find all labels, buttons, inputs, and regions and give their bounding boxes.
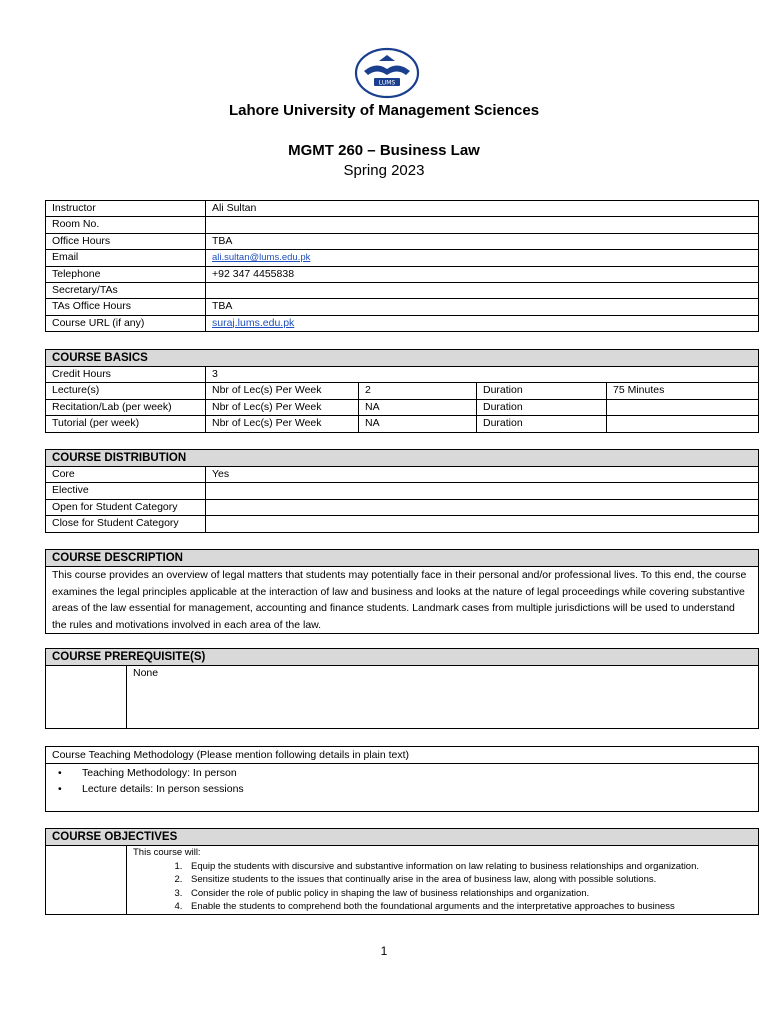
table-row bbox=[46, 467, 759, 483]
list-item: • Teaching Methodology: In person bbox=[82, 765, 752, 781]
prerequisites-value: None bbox=[127, 666, 759, 729]
nbr-label: Nbr of Lec(s) Per Week bbox=[206, 383, 359, 399]
info-row bbox=[46, 282, 759, 298]
info-row bbox=[46, 201, 759, 217]
info-value bbox=[206, 217, 759, 233]
info-label: Email bbox=[46, 250, 206, 266]
nbr-label: Nbr of Lec(s) Per Week bbox=[206, 399, 359, 415]
methodology-list bbox=[52, 765, 752, 797]
info-value: TBA bbox=[206, 233, 759, 249]
info-row bbox=[46, 315, 759, 331]
course-basics-heading: COURSE BASICS bbox=[46, 350, 759, 367]
lums-logo bbox=[354, 47, 420, 99]
basics-label: Tutorial (per week) bbox=[46, 416, 206, 432]
table-row bbox=[46, 483, 759, 499]
teaching-methodology-table bbox=[45, 746, 759, 812]
nbr-value: NA bbox=[359, 416, 477, 432]
nbr-value: NA bbox=[359, 399, 477, 415]
info-label: Telephone bbox=[46, 266, 206, 282]
duration-label: Duration bbox=[477, 416, 607, 432]
objectives-intro: This course will: bbox=[133, 847, 201, 858]
distribution-label: Core bbox=[46, 467, 206, 483]
course-prerequisites-heading: COURSE PREREQUISITE(S) bbox=[46, 649, 759, 666]
info-label: TAs Office Hours bbox=[46, 299, 206, 315]
table-row bbox=[46, 383, 759, 399]
info-label: Instructor bbox=[46, 201, 206, 217]
info-label: Office Hours bbox=[46, 233, 206, 249]
table-row bbox=[46, 416, 759, 432]
basics-label: Lecture(s) bbox=[46, 383, 206, 399]
distribution-value bbox=[206, 499, 759, 515]
list-item: • Lecture details: In person sessions bbox=[82, 781, 752, 797]
instructor-info-table bbox=[45, 200, 759, 332]
distribution-label: Close for Student Category bbox=[46, 516, 206, 532]
distribution-value: Yes bbox=[206, 467, 759, 483]
teaching-methodology-heading: Course Teaching Methodology (Please mention following details in plain text) bbox=[46, 747, 759, 764]
nbr-label: Nbr of Lec(s) Per Week bbox=[206, 416, 359, 432]
course-description-heading: COURSE DESCRIPTION bbox=[46, 550, 759, 567]
nbr-value: 2 bbox=[359, 383, 477, 399]
info-value: +92 347 4455838 bbox=[206, 266, 759, 282]
course-title: MGMT 260 – Business Law bbox=[288, 142, 480, 159]
course-objectives-table bbox=[45, 828, 759, 915]
distribution-value bbox=[206, 483, 759, 499]
table-row bbox=[46, 516, 759, 532]
page-number: 1 bbox=[380, 944, 388, 958]
info-row bbox=[46, 217, 759, 233]
info-value bbox=[206, 282, 759, 298]
objectives-list bbox=[133, 860, 752, 914]
course-description-text: This course provides an overview of legal matters that students may potentially face in their personal and/or professional lives. To this end, the course examines the legal principles applicable at the interaction of law and business and looks at the nature of legal proceedings while covering substantive areas of the law essential for management, accounting and finance students. Landmark cases from multiple jurisdictions will be used to understand the rules and motivations involved in each area of the law. bbox=[46, 567, 759, 634]
course-description-table bbox=[45, 549, 759, 634]
info-label: Secretary/TAs bbox=[46, 282, 206, 298]
course-term: Spring 2023 bbox=[343, 162, 425, 179]
course-distribution-table bbox=[45, 449, 759, 533]
basics-label: Recitation/Lab (per week) bbox=[46, 399, 206, 415]
course-objectives-heading: COURSE OBJECTIVES bbox=[46, 829, 759, 846]
distribution-label: Elective bbox=[46, 483, 206, 499]
duration-label: Duration bbox=[477, 399, 607, 415]
info-label: Course URL (if any) bbox=[46, 315, 206, 331]
info-row bbox=[46, 299, 759, 315]
duration-value bbox=[607, 416, 759, 432]
info-value: Ali Sultan bbox=[206, 201, 759, 217]
info-row bbox=[46, 250, 759, 266]
course-prerequisites-table bbox=[45, 648, 759, 729]
credit-hours-value: 3 bbox=[206, 367, 759, 383]
table-row bbox=[46, 367, 759, 383]
table-row bbox=[46, 499, 759, 515]
info-row bbox=[46, 266, 759, 282]
university-name: Lahore University of Management Sciences bbox=[228, 102, 540, 119]
distribution-label: Open for Student Category bbox=[46, 499, 206, 515]
duration-label: Duration bbox=[477, 383, 607, 399]
course-distribution-heading: COURSE DISTRIBUTION bbox=[46, 450, 759, 467]
distribution-value bbox=[206, 516, 759, 532]
info-value: TBA bbox=[206, 299, 759, 315]
list-item: 3. Consider the role of public policy in shaping the law of business relationships and organization. bbox=[185, 887, 752, 901]
list-item: 2. Sensitize students to the issues that continually arise in the area of business law, along with possible solutions. bbox=[185, 873, 752, 887]
duration-value bbox=[607, 399, 759, 415]
info-row bbox=[46, 233, 759, 249]
course-url-link[interactable]: suraj.lums.edu.pk bbox=[212, 316, 295, 329]
course-basics-table bbox=[45, 349, 759, 433]
table-row bbox=[46, 399, 759, 415]
duration-value: 75 Minutes bbox=[607, 383, 759, 399]
email-link[interactable]: ali.sultan@lums.edu.pk bbox=[212, 252, 311, 264]
list-item: 4. Enable the students to comprehend both the foundational arguments and the interpretative approaches to business bbox=[185, 900, 752, 914]
info-label: Room No. bbox=[46, 217, 206, 233]
logo-text: LUMS bbox=[378, 79, 396, 87]
list-item: 1. Equip the students with discursive and substantive information on law relating to business relationships and organization. bbox=[185, 860, 752, 874]
credit-hours-label: Credit Hours bbox=[46, 367, 206, 383]
